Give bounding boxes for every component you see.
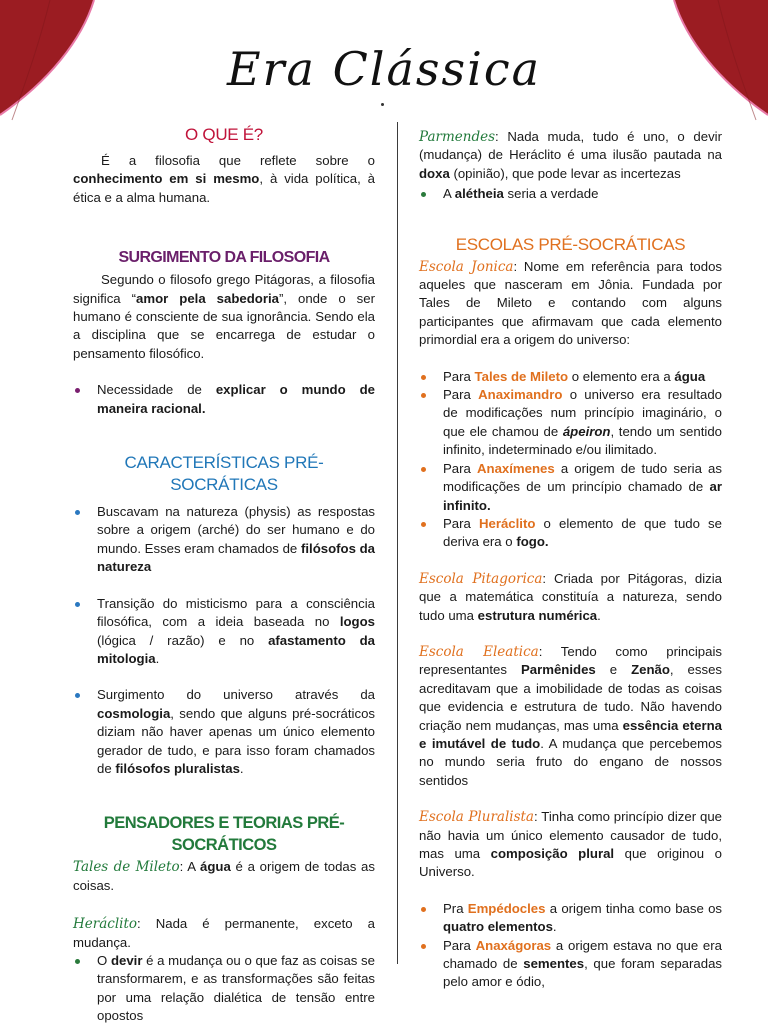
bullet-icon (75, 693, 80, 698)
column-divider (397, 122, 398, 964)
pitagorica-paragraph: Escola Pitagorica: Criada por Pitágoras, dizia que a matemática constituía a natureza, sendo tudo uma estrutura numérica. (419, 570, 723, 623)
origin-paragraph: Segundo o filosofo grego Pitágoras, a filosofia significa “amor pela sabedoria”, onde o ser humano é consciente de sua ignorância. Sendo ela a disciplina que se encarrega de estudar o pensamento filosófico. (73, 272, 375, 361)
heraclito-paragraph: Heráclito: Nada é permanente, exceto a mudança. (73, 916, 375, 950)
list-item: Surgimento do universo através da cosmologia, sendo que alguns pré-socráticos diziam não haver apenas um único elemento gerador de tudo, e para isso foram chamados de filósofos pluralistas. (73, 686, 375, 778)
what-is-paragraph: É a filosofia que reflete sobre o conhecimento em si mesmo, à vida política, à ética e a alma humana. (73, 153, 375, 205)
list-item: O devir é a mudança ou o que faz as coisas se transformarem, e as transformações são feitas por uma relação dialética de tensão entre opostos (73, 952, 375, 1026)
left-column (73, 122, 375, 1026)
title-dot (381, 103, 384, 106)
list-item: Para Tales de Mileto o elemento era a água (419, 368, 722, 386)
list-item: Para Anaxágoras a origem estava no que era chamado de sementes, que foram separadas pelo amor e ódio, (419, 937, 722, 992)
list-item: Para Anaxímenes a origem de tudo seria as modificações de um princípio chamado de ar infinito. (419, 460, 722, 515)
bullet-icon (421, 192, 426, 197)
eleatica-paragraph: Escola Eleatica: Tendo como principais representantes Parmênides e Zenão, esses acreditavam que a imobilidade de todas as coisas que evidencia e estrutura de tudo. Não havendo criação nem mudanças, mas uma essência eterna e imutável de tudo. A mudança que percebemos no mundo seria fruto do engano de nossos sentidos (419, 643, 723, 788)
bullet-icon (421, 375, 426, 380)
section-heading-features: CARACTERÍSTICAS PRÉ- SOCRÁTICAS (124, 453, 324, 495)
list-item: Transição do misticismo para a consciência filosófica, com a ideia baseada no logos (lógica / razão) e no afastamento da mitologia. (73, 595, 375, 669)
parmenides-paragraph: Parmendes: Nada muda, tudo é uno, o devir (mudança) de Heráclito é uma ilusão pautada na doxa (opinião), que pode levar as incertezas (419, 129, 722, 181)
list-item: Buscavam na natureza (physis) as respostas sobre a origem (arché) do ser humano e do mundo. Esses eram chamados de filósofos da natureza (73, 503, 375, 577)
thales-paragraph: Tales de Mileto: A água é a origem de todas as coisas. (73, 859, 375, 893)
list-item: Para Anaximandro o universo era resultado de modificações num princípio imaginário, o que ele chamou de ápeiron, tendo um sentido infinito, indeterminado e/ou ilimitado. (419, 386, 722, 460)
bullet-icon (421, 944, 426, 949)
section-heading-what-is: O QUE É? (185, 125, 263, 144)
page-title: Era Clássica (226, 42, 542, 96)
bullet-icon (75, 388, 80, 393)
bullet-icon (421, 393, 426, 398)
bullet-icon (421, 907, 426, 912)
bullet-icon (421, 522, 426, 527)
section-heading-origin: SURGIMENTO DA FILOSOFIA (118, 249, 330, 267)
list-item: Pra Empédocles a origem tinha como base os quatro elementos. (419, 900, 722, 937)
section-heading-thinkers: PENSADORES E TEORIAS PRÉ- SOCRÁTICOS (103, 814, 345, 855)
pluralista-paragraph: Escola Pluralista: Tinha como princípio dizer que não havia um único elemento causador de tudo, mas uma composição plural que originou o Universo. (419, 809, 722, 880)
list-item: A alétheia seria a verdade (419, 185, 722, 203)
bullet-icon (75, 959, 80, 964)
bullet-icon (75, 602, 80, 607)
jonica-paragraph: Escola Jonica: Nome em referência para todos aqueles que nasceram em Jônia. Fundada por Tales de Mileto e contando com alguns participantes que afirmavam que cada elemento primordial era a origem do universo: (419, 258, 722, 348)
list-item: Necessidade de explicar o mundo de maneira racional. (73, 381, 375, 418)
bullet-icon (75, 510, 80, 515)
bullet-icon (421, 467, 426, 472)
right-column (419, 128, 722, 992)
section-heading-schools: ESCOLAS PRÉ-SOCRÁTICAS (455, 234, 686, 254)
list-item: Para Heráclito o elemento de que tudo se deriva era o fogo. (419, 515, 722, 552)
